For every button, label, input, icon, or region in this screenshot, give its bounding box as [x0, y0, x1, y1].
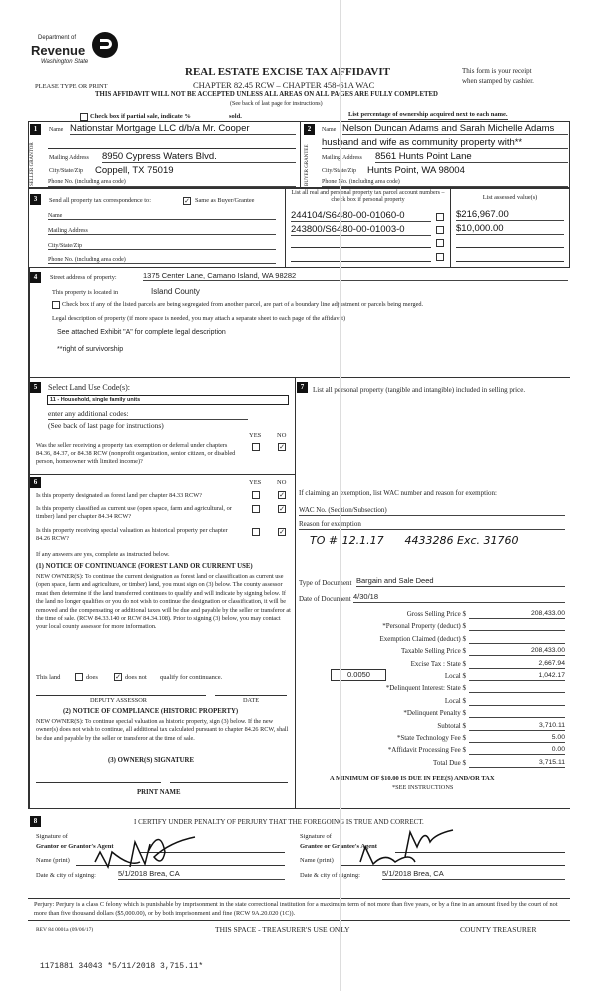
tax-row-label: Gross Selling Price $ [406, 610, 466, 618]
buyer-name-field[interactable]: Nelson Duncan Adams and Sarah Michelle Adams [342, 123, 568, 135]
seller-phone-label[interactable]: Phone No. (including area code) [48, 179, 296, 187]
local-rate-field[interactable]: 0.0050 [331, 669, 386, 681]
doc-type-field[interactable]: Bargain and Sale Deed [356, 576, 565, 587]
logo-text-3: Washington State [41, 59, 89, 65]
please-type: PLEASE TYPE OR PRINT [35, 83, 108, 90]
grantee-date-field[interactable]: 5/1/2018 Brea, CA [382, 869, 565, 880]
buyer-city-field[interactable]: Hunts Point, WA 98004 [367, 165, 465, 176]
no-checkbox[interactable]: ✓ [279, 491, 285, 499]
parcel-header: List all real and personal property tax parcel account numbers – check box if personal property [291, 190, 445, 203]
wac-field[interactable]: WAC No. (Section/Subsection) [299, 506, 565, 516]
handwritten-note: TO # 12.1.17 4433286 Exc. 31760 [310, 534, 519, 547]
tax-row-label: Local $ [444, 696, 466, 705]
street-label: Street address of property: [50, 274, 117, 281]
personal-property-checkbox[interactable] [436, 213, 444, 221]
tax-row-label: Exemption Claimed (deduct) $ [379, 634, 466, 643]
same-as-buyer-label: Same as Buyer/Grantee [195, 197, 255, 204]
does-not-checkbox[interactable]: ✓ [115, 673, 121, 681]
located-label: This property is located in [52, 289, 119, 296]
segregated-checkbox[interactable] [52, 301, 60, 309]
grantor-signature-label: Signature of [36, 833, 68, 840]
tax-row-value[interactable] [469, 696, 565, 706]
legal-description-2: **right of survivorship [57, 346, 124, 353]
tax-row-label: Taxable Selling Price $ [400, 647, 466, 656]
tax-row-value[interactable]: 208,433.00 [469, 609, 565, 619]
section-number: 6 [30, 477, 41, 488]
tax-row-label: *Delinquent Interest: State $ [385, 684, 466, 693]
deputy-assessor-label: DEPUTY ASSESSOR [90, 697, 147, 704]
correspondence-name-field[interactable]: Name [48, 213, 276, 220]
seller-side-label: SELLER GRANTOR [30, 142, 35, 186]
reason-field[interactable]: Reason for exemption [299, 520, 565, 530]
personal-property-checkbox[interactable] [436, 226, 444, 234]
qualify-label: qualify for continuance. [160, 674, 223, 681]
logo-text-2: Revenue [31, 43, 86, 58]
buyer-phone-label[interactable]: Phone No. (including area code) [322, 179, 568, 187]
assessed-value[interactable]: $10,000.00 [456, 223, 564, 235]
warning-text: THIS AFFIDAVIT WILL NOT BE ACCEPTED UNLESS ALL AREAS ON ALL PAGES ARE FULLY COMPLETED [95, 91, 438, 98]
form-chapter: CHAPTER 82.45 RCW – CHAPTER 458-61A WAC [193, 80, 375, 90]
notice-continuance-text: NEW OWNER(S): To continue the current designation as forest land or classification as current use (open space, farm and agriculture, or timber) land, you must sign on (3) below. The county assessor must then determine if the land transferred continues to qualify and will indicate by signing below. If the land no longer qualifies or you do not wish to continue the designation or classification, it will be removed and the compensating or additional taxes will be due and payable by the seller or transferor at the time of sale. (RCW 84.33.140 or RCW 84.34.108). Prior to signing (3) below, you may contact your local county assessor for more information. [36, 573, 291, 631]
land-use-label: Select Land Use Code(s): [48, 383, 130, 392]
tax-row-value[interactable] [469, 683, 565, 693]
receipt-note: This form is your receipt [462, 67, 532, 75]
section-number: 5 [30, 382, 41, 393]
tax-row-value[interactable] [469, 634, 565, 644]
buyer-name-label: Name [322, 127, 337, 133]
instructions-note: (See back of last page for instructions) [230, 101, 323, 107]
doc-date-label: Date of Document [299, 595, 351, 603]
forest-land-question: Is this property designated as forest land per chapter 84.33 RCW? [36, 492, 202, 499]
grantee-signature [355, 822, 455, 872]
send-correspondence-label: Send all property tax correspondence to: [49, 197, 151, 204]
land-use-select[interactable]: 11 - Household, single family units [47, 395, 289, 405]
correspondence-mail-field[interactable]: Mailing Address [48, 228, 276, 235]
buyer-mail-label: Mailing Address [322, 155, 362, 161]
minimum-note: A MINIMUM OF $10.00 IS DUE IN FEE(S) AND/OR TAX [330, 775, 495, 782]
tax-row-label: Total Due $ [433, 758, 466, 767]
section-number: 4 [30, 272, 41, 283]
grantor-date-label: Date & city of signing: [36, 872, 96, 879]
partial-sale-checkbox[interactable] [80, 113, 88, 121]
grantor-signature [90, 822, 200, 872]
same-as-buyer-checkbox[interactable]: ✓ [184, 197, 190, 205]
section-number: 3 [30, 194, 41, 205]
does-not-label: does not [125, 674, 147, 681]
doc-type-label: Type of Document [299, 579, 352, 587]
yes-checkbox[interactable] [252, 443, 260, 451]
form-revision: REV 84 0001a (09/06/17) [36, 927, 94, 933]
grantor-date-field[interactable]: 5/1/2018 Brea, CA [118, 869, 285, 880]
yes-checkbox[interactable] [252, 528, 260, 536]
yes-header: YES [249, 432, 262, 439]
section-number: 7 [297, 382, 308, 393]
tax-row-value[interactable]: 0.00 [469, 745, 565, 755]
partial-sale-label: Check box if partial sale, indicate % [90, 113, 191, 120]
seller-mail-label: Mailing Address [49, 155, 89, 161]
seller-name-field[interactable]: Nationstar Mortgage LLC d/b/a Mr. Cooper [70, 123, 296, 135]
form-title: REAL ESTATE EXCISE TAX AFFIDAVIT [185, 66, 390, 78]
tax-row-value[interactable]: 2,667.94 [469, 659, 565, 669]
no-checkbox[interactable]: ✓ [279, 505, 285, 513]
historic-question: Is this property receiving special valuation as historical property per chapter 84.26 RCW? [36, 527, 228, 542]
legal-label: Legal description of property (if more space is needed, you may attach a separate sheet to each page of the affidavit) [52, 315, 346, 322]
no-header: NO [277, 479, 287, 486]
parcel-number[interactable]: 244104/S6480-00-01060-0 [291, 210, 431, 222]
logo-text-1: Department of [38, 35, 77, 41]
correspondence-city-field[interactable]: City/State/Zip [48, 243, 276, 250]
parcel-number[interactable]: 243800/S6480-00-01003-0 [291, 224, 431, 236]
section-number: 8 [30, 816, 41, 827]
owner-signature-label: (3) OWNER(S) SIGNATURE [108, 757, 194, 764]
tax-row-label: *State Technology Fee $ [396, 734, 466, 742]
this-land-label: This land [36, 674, 61, 681]
grantor-signature-label-2: Grantor or Grantor's Agent [36, 843, 114, 850]
seller-city-label: City/State/Zip [49, 168, 83, 174]
buyer-mail-field[interactable]: 8561 Hunts Point Lane [375, 151, 568, 163]
seller-exemption-question: Was the seller receiving a property tax exemption or deferral under chapters 84.36, 84.37, or 84.38 RCW (nonprofit organization, senior citizen, or disabled person, homeowner with limited income)? [36, 442, 236, 465]
logo-emblem-icon [92, 32, 118, 58]
doc-date-field[interactable]: 4/30/18 [353, 592, 565, 603]
treasurer-space-label: THIS SPACE - TREASURER'S USE ONLY [215, 925, 350, 934]
does-label: does [86, 674, 98, 681]
tax-row-value[interactable]: 1,042.17 [469, 671, 565, 681]
street-address-field[interactable]: 1375 Center Lane, Camano Island, WA 98282 [143, 271, 568, 281]
yes-header: YES [249, 479, 262, 486]
tax-row-label: Local $ [444, 672, 466, 680]
personal-property-text: List all personal property (tangible and intangible) included in selling price. [313, 386, 526, 394]
buyer-city-label: City/State/Zip [322, 168, 356, 174]
treasurer-stamp: 1171881 34043 *5/11/2018 3,715.11* [40, 962, 204, 971]
yes-checkbox[interactable] [252, 505, 260, 513]
grantee-name-label: Name (print) [300, 857, 334, 864]
assessed-value[interactable]: $216,967.00 [456, 209, 564, 221]
grantor-name-label: Name (print) [36, 857, 70, 864]
tax-row-value[interactable]: 5.00 [469, 733, 565, 743]
no-checkbox[interactable]: ✓ [279, 528, 285, 536]
tax-row-label: Subtotal $ [437, 721, 466, 730]
county-field[interactable]: Island County [151, 287, 200, 296]
ownership-note: List percentage of ownership acquired next to each name. [348, 111, 508, 118]
legal-description[interactable]: See attached Exhibit "A" for complete legal description [57, 329, 226, 336]
sold-label: sold. [229, 113, 242, 120]
seller-mail-field[interactable]: 8950 Cypress Waters Blvd. [102, 151, 296, 163]
yes-checkbox[interactable] [252, 491, 260, 499]
receipt-note: when stamped by cashier. [462, 77, 534, 85]
tax-row-label: *Delinquent Penalty $ [403, 709, 466, 718]
print-name-label: PRINT NAME [137, 789, 181, 796]
tax-row-value[interactable]: 208,433.00 [469, 646, 565, 656]
no-header: NO [277, 432, 287, 439]
section-number: 1 [30, 124, 41, 135]
tax-row-label: Excise Tax : State $ [410, 659, 466, 668]
buyer-name-field-2[interactable]: husband and wife as community property with** [322, 137, 568, 149]
tax-row-value[interactable] [469, 621, 565, 631]
grantee-signature-label-2: Grantee or Grantee's Agent [300, 843, 377, 850]
county-treasurer-label: COUNTY TREASURER [460, 925, 537, 934]
segregated-label: Check box if any of the listed parcels are being segregated from another parcel, are part of a boundary line adjustment or parcels being merged. [62, 301, 424, 308]
instructions-note: If any answers are yes, complete as instructed below. [36, 551, 170, 558]
see-instructions: *SEE INSTRUCTIONS [392, 784, 454, 791]
tax-row-label: *Personal Property (deduct) $ [382, 622, 466, 631]
certify-text: I CERTIFY UNDER PENALTY OF PERJURY THAT THE FOREGOING IS TRUE AND CORRECT. [134, 818, 424, 826]
notice-continuance-title: (1) NOTICE OF CONTINUANCE (FOREST LAND OR CURRENT USE) [36, 563, 253, 570]
current-use-question: Is this property classified as current use (open space, farm and agricultural, or timber) land per chapter 84.34 RCW? [36, 505, 232, 520]
seller-name-label: Name [49, 127, 64, 133]
instructions-note: (See back of last page for instructions) [48, 421, 164, 430]
notice-compliance-title: (2) NOTICE OF COMPLIANCE (HISTORIC PROPERTY) [63, 708, 239, 715]
perjury-notice: Perjury: Perjury is a class C felony which is punishable by imprisonment in the state correctional institution for a maximum term of not more than five years, or by a fine in an amount fixed by the court of not more than five thousand dollars ($5,000.00), or by both imprisonment and fine (RCW 9A.20.020 (1C)). [34, 901, 558, 917]
assessed-header: List assessed value(s) [482, 194, 538, 201]
correspondence-phone-field[interactable]: Phone No. (including area code) [48, 257, 276, 264]
section-number: 2 [304, 124, 315, 135]
exemption-label: If claiming an exemption, list WAC number and reason for exemption: [299, 489, 497, 497]
grantee-date-label: Date & city of signing: [300, 872, 360, 879]
no-checkbox[interactable]: ✓ [279, 443, 285, 451]
personal-property-checkbox[interactable] [436, 253, 444, 261]
tax-row-label: *Affidavit Processing Fee $ [387, 746, 466, 755]
date-label: DATE [243, 697, 260, 704]
buyer-side-label: BUYER GRANTEE [305, 144, 310, 186]
tax-row-value[interactable]: 3,710.11 [469, 721, 565, 731]
notice-compliance-text: NEW OWNER(S): To continue special valuation as historic property, sign (3) below. If the new owner(s) does not wish to continue, all additional tax calculated pursuant to chapter 84.26 RCW, shall be due and payable by the seller or transferor at the time of sale. [36, 718, 289, 742]
personal-property-checkbox[interactable] [436, 239, 444, 247]
tax-row-value[interactable]: 3,715.11 [469, 758, 565, 768]
seller-city-field[interactable]: Coppell, TX 75019 [95, 165, 174, 176]
tax-row-value[interactable] [469, 708, 565, 718]
additional-codes-field[interactable]: enter any additional codes: [48, 409, 248, 420]
does-checkbox[interactable] [75, 673, 83, 681]
grantee-signature-label: Signature of [300, 833, 332, 840]
